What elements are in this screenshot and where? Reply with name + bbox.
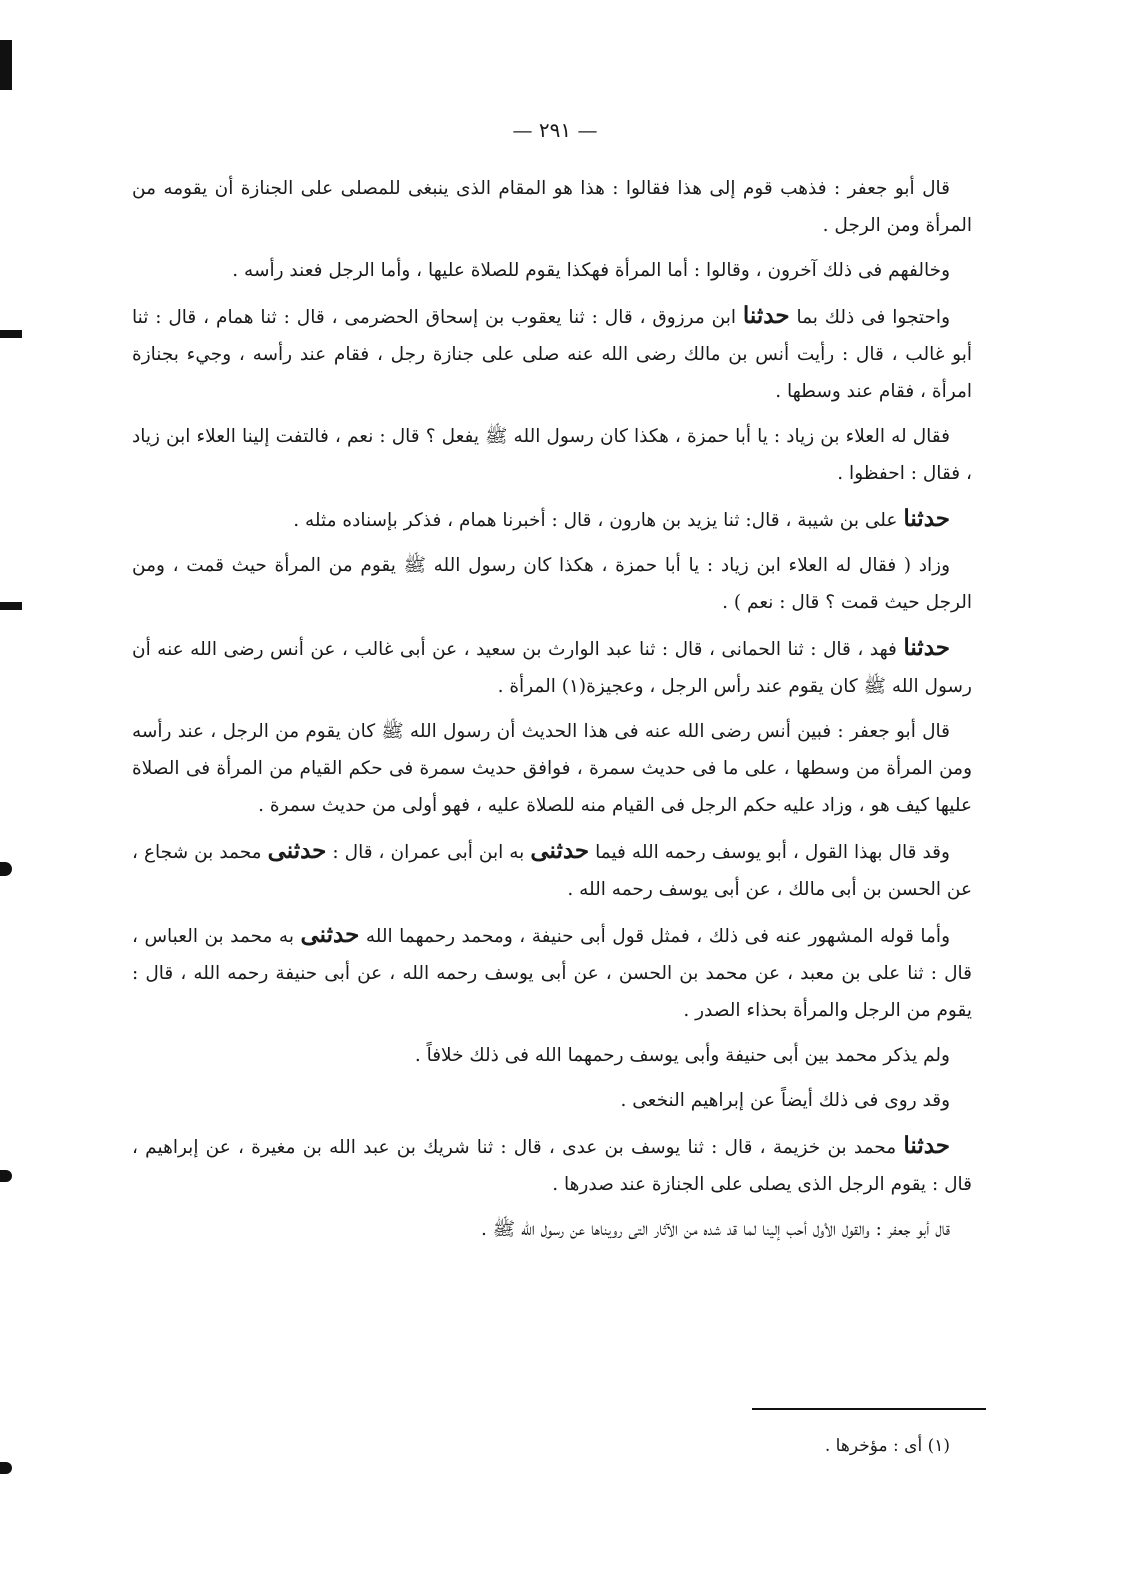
hadith-keyword: حدثنى (300, 921, 360, 948)
scan-edge-mark (0, 862, 12, 876)
paragraph: واحتجوا فى ذلك بما حدثنا ابن مرزوق ، قال : ثنا يعقوب بن إسحاق الحضرمى ، قال : ثنا همام ، قال : ثنا أبو غالب ، قال : رأيت أنس بن مالك رضى الله عنه صلى على جنازة رجل ، فقام عند رأسه ، وجيء بجنازة امرأة ، فقام عند وسطها . (132, 302, 972, 402)
paragraph: وخالفهم فى ذلك آخرون ، وقالوا : أما المرأة فهكذا يقوم للصلاة عليها ، وأما الرجل فعند رأسه . (232, 260, 950, 281)
scan-edge-mark (0, 1462, 12, 1474)
scan-edge-mark (0, 602, 22, 610)
paragraph: وقد روى فى ذلك أيضاً عن إبراهيم النخعى . (620, 1090, 950, 1111)
paragraph: قال أبو جعفر : فبين أنس رضى الله عنه فى هذا الحديث أن رسول الله ﷺ كان يقوم من الرجل ، عند رأسه ومن المرأة من وسطها ، على ما فى حديث سمرة ، فوافق حديث سمرة فى حكم القيام من المرأة فى الصلاة عليها كيف هو ، وزاد عليه حكم الرجل فى القيام منه للصلاة عليه ، فهو أولى من حديث سمرة . (132, 721, 972, 816)
hadith-keyword: حدثنا (903, 1132, 951, 1159)
footnote-separator (752, 1408, 986, 1410)
scan-edge-mark (0, 1170, 12, 1182)
paragraph: فقال له العلاء بن زياد : يا أبا حمزة ، هكذا كان رسول الله ﷺ يفعل ؟ قال : نعم ، فالتفت إلينا العلاء ابن زياد ، فقال : احفظوا . (132, 426, 972, 484)
paragraph: حدثنا على بن شيبة ، قال: ثنا يزيد بن هارون ، قال : أخبرنا همام ، فذكر بإسناده مثله . (293, 505, 950, 532)
body-text (132, 170, 972, 1256)
hadith-keyword: حدثنا (903, 634, 950, 661)
paragraph: وأما قوله المشهور عنه فى ذلك ، فمثل قول أبى حنيفة ، ومحمد رحمهما الله حدثنى به محمد بن العباس ، قال : ثنا على بن معبد ، عن محمد بن الحسن ، عن أبى يوسف رحمه الله ، عن أبى حنيفة رحمه الله ، قال : يقوم من الرجل والمرأة بحذاء الصدر . (132, 921, 972, 1021)
hadith-keyword: حدثنا (742, 302, 790, 329)
paragraph: حدثنا فهد ، قال : ثنا الحمانى ، قال : ثنا عبد الوارث بن سعيد ، عن أبى غالب ، عن أنس رضى الله عنه أن رسول الله ﷺ كان يقوم عند رأس الرجل ، وعجيزة(١) المرأة . (132, 634, 972, 697)
scan-edge-mark (0, 330, 22, 338)
page-number: — ٢٩١ — (512, 118, 598, 142)
paragraph: قال أبو جعفر : والقول الأول أحب إلينا لما قد شده من الآثار التى رويناها عن رسول الله ﷺ . (480, 1219, 950, 1240)
hadith-keyword: حدثنا (903, 505, 950, 532)
scan-edge-mark (0, 40, 12, 90)
paragraph: حدثنا محمد بن خزيمة ، قال : ثنا يوسف بن عدى ، قال : ثنا شريك بن عبد الله بن مغيرة ، عن إبراهيم ، قال : يقوم الرجل الذى يصلى على الجنازة عند صدرها . (132, 1132, 972, 1195)
footnote: (١) أى : مؤخرها . (824, 1436, 950, 1456)
paragraph: وزاد ( فقال له العلاء ابن زياد : يا أبا حمزة ، هكذا كان رسول الله ﷺ يقوم من المرأة حيث قمت ، ومن الرجل حيث قمت ؟ قال : نعم ) . (132, 555, 972, 613)
hadith-keyword: حدثنى (530, 837, 590, 864)
paragraph: قال أبو جعفر : فذهب قوم إلى هذا فقالوا : هذا هو المقام الذى ينبغى للمصلى على الجنازة أن يقومه من المرأة ومن الرجل . (132, 178, 972, 236)
paragraph: وقد قال بهذا القول ، أبو يوسف رحمه الله فيما حدثنى به ابن أبى عمران ، قال : حدثنى محمد بن شجاع ، عن الحسن بن أبى مالك ، عن أبى يوسف رحمه الله . (132, 837, 972, 900)
hadith-keyword: حدثنى (267, 837, 327, 864)
paragraph: ولم يذكر محمد بين أبى حنيفة وأبى يوسف رحمهما الله فى ذلك خلافاً . (414, 1045, 950, 1066)
